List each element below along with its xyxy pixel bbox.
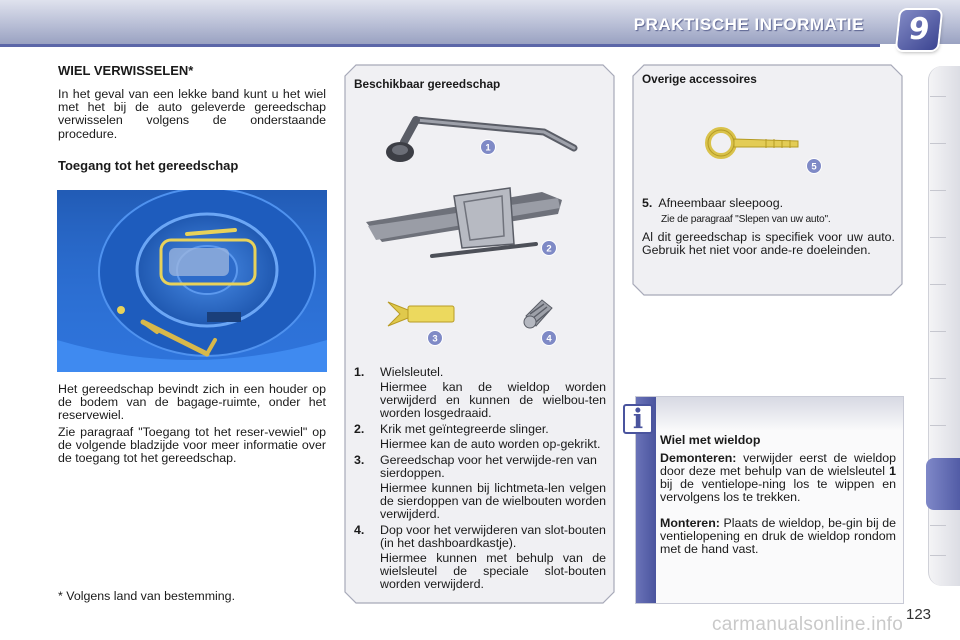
remove-text-cont: bij de ventielope-ning los te wippen en vervolgens los te trekken. bbox=[660, 477, 896, 504]
info-icon-glyph: i bbox=[632, 404, 644, 435]
chapter-title: PRAKTISCHE INFORMATIE bbox=[633, 15, 864, 34]
tools-list bbox=[354, 366, 606, 594]
item-description: Hiermee kan de auto worden op-gekrikt. bbox=[380, 437, 601, 451]
footnote: * Volgens land van bestemming. bbox=[58, 589, 236, 603]
callout-badge bbox=[480, 139, 496, 160]
list-item bbox=[354, 524, 606, 591]
trunk-tools-photo bbox=[57, 190, 327, 372]
tools-heading: Beschikbaar gereedschap bbox=[354, 77, 501, 91]
chapter-badge bbox=[897, 10, 941, 50]
info-box-shade bbox=[656, 397, 903, 431]
list-item bbox=[354, 454, 606, 521]
tab-divider bbox=[930, 237, 946, 238]
remove-label: Demonteren: bbox=[660, 451, 737, 465]
mount-text: Plaats de wieldop, be-gin bij de ventielopening en druk de wieldop rondom met de hand vast. bbox=[660, 516, 896, 556]
callout-badge bbox=[541, 240, 557, 261]
item-number: 1. bbox=[354, 365, 365, 379]
location-paragraph: Het gereedschap bevindt zich in een houder op de bodem van de bagage-ruimte, onder het reservewiel. bbox=[58, 382, 326, 423]
list-item bbox=[354, 366, 606, 420]
tab-divider bbox=[930, 425, 946, 426]
accessories-panel bbox=[632, 64, 903, 296]
header-rule bbox=[0, 44, 880, 47]
page-number: 123 bbox=[906, 606, 932, 623]
callout-label: 4 bbox=[546, 333, 552, 345]
callout-label: 2 bbox=[546, 243, 552, 255]
tab-divider bbox=[930, 555, 946, 556]
tab-divider bbox=[930, 284, 946, 285]
info-title: Wiel met wieldop bbox=[660, 433, 761, 447]
tool-reference: 1 bbox=[889, 464, 896, 478]
tab-divider bbox=[930, 190, 946, 191]
item-number: 5. bbox=[642, 196, 653, 210]
callout-badge bbox=[427, 330, 443, 351]
tab-divider bbox=[930, 525, 946, 526]
tab-divider bbox=[930, 96, 946, 97]
watermark: carmanualsonline.info bbox=[712, 614, 904, 635]
remove-text: verwijder eerst de wieldop door deze met behulp van de wielsleutel bbox=[660, 451, 896, 478]
callout-label: 1 bbox=[485, 142, 491, 154]
item-description: Hiermee kan de wieldop worden verwijderd en kunnen de wielbou-ten worden losgedraaid. bbox=[380, 380, 606, 420]
chapter-number: 9 bbox=[906, 12, 932, 47]
cross-reference-note: Zie de paragraaf "Slepen van uw auto". bbox=[661, 214, 831, 225]
item-title: Dop voor het verwijderen van slot-bouten (in het dashboardkastje). bbox=[380, 523, 606, 550]
tab-divider bbox=[930, 331, 946, 332]
info-icon bbox=[623, 404, 653, 434]
callout-label: 3 bbox=[432, 333, 438, 345]
item-title: Wielsleutel. bbox=[380, 365, 444, 379]
item-number: 2. bbox=[354, 422, 365, 436]
callout-badge bbox=[541, 330, 557, 351]
item-description: Hiermee kunnen bij lichtmeta-len velgen de sierdoppen van de wielbouten worden verwijderd. bbox=[380, 481, 606, 521]
item-description: Hiermee kunnen met behulp van de wielsleutel de speciale slot-bouten worden verwijderd. bbox=[380, 551, 606, 591]
lock-socket-illustration bbox=[520, 296, 556, 330]
chapter-tab-active[interactable] bbox=[926, 458, 960, 510]
tab-divider bbox=[930, 143, 946, 144]
section-title: WIEL VERWISSELEN* bbox=[58, 63, 194, 78]
item-number: 3. bbox=[354, 453, 365, 467]
mount-label: Monteren: bbox=[660, 516, 720, 530]
list-item bbox=[354, 423, 606, 451]
accessory-item bbox=[642, 196, 894, 210]
item-number: 4. bbox=[354, 523, 365, 537]
intro-paragraph: In het geval van een lekke band kunt u het wiel met het bij de auto geleverde gereedschap verwisselen volgens de onderstaande procedure. bbox=[58, 87, 326, 141]
subsection-title: Toegang tot het gereedschap bbox=[58, 158, 239, 173]
tab-divider bbox=[930, 378, 946, 379]
callout-label: 5 bbox=[811, 161, 817, 173]
cap-remover-illustration bbox=[386, 298, 458, 330]
see-also-paragraph: Zie paragraaf "Toegang tot het reser-vewiel" op de volgende bladzijde voor meer informatie over de toegang tot het gereedschap. bbox=[58, 425, 326, 466]
remove-instructions bbox=[660, 452, 896, 504]
item-title: Afneembaar sleepoog. bbox=[658, 196, 784, 210]
callout-badge bbox=[806, 158, 822, 179]
item-title: Krik met geïntegreerde slinger. bbox=[380, 422, 549, 436]
accessory-warning: Al dit gereedschap is specifiek voor uw auto. Gebruik het niet voor ande-re doeleinden. bbox=[642, 230, 895, 257]
item-title: Gereedschap voor het verwijde-ren van sierdoppen. bbox=[380, 453, 597, 480]
accessories-heading: Overige accessoires bbox=[642, 72, 757, 86]
towing-eye-illustration bbox=[704, 126, 804, 160]
mount-instructions bbox=[660, 517, 896, 556]
